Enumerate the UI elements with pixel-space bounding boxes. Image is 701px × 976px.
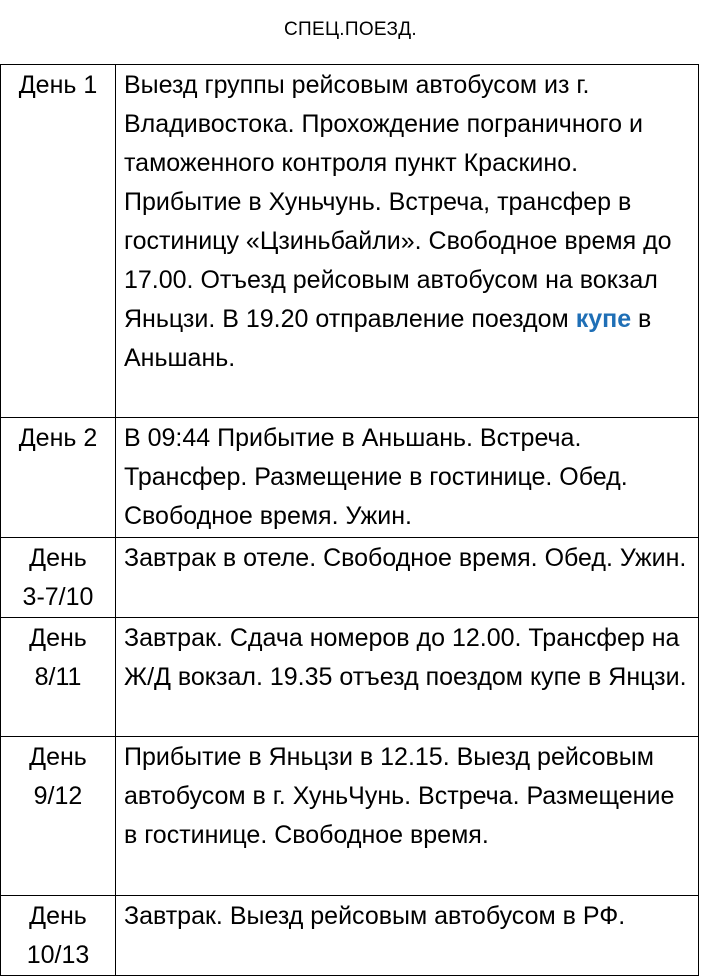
day-label-cell bbox=[1, 65, 116, 418]
document-title: СПЕЦ.ПОЕЗД. bbox=[284, 19, 417, 40]
schedule-row-day-10 bbox=[1, 896, 699, 976]
day-description-cell bbox=[116, 896, 699, 976]
highlight-kupe: купе bbox=[575, 305, 632, 333]
day-label-cell bbox=[1, 618, 116, 737]
day-description: В 09:44 Прибытие в Аньшань. Встреча. Трансфер. Размещение в гостинице. Обед. Свободное время. Ужин. bbox=[124, 424, 628, 530]
day-label: День 1 bbox=[18, 71, 98, 99]
day-label: День 2 bbox=[18, 424, 98, 452]
day-description-cell bbox=[116, 618, 699, 737]
day-label-range: 9/12 bbox=[33, 782, 83, 810]
day-description-end: в Аньшань. bbox=[124, 305, 652, 372]
day-description: Завтрак в отеле. Свободное время. Обед. Ужин. bbox=[124, 544, 687, 572]
schedule-row-day-3-7 bbox=[1, 538, 699, 618]
day-label-cell bbox=[1, 737, 116, 896]
day-description: Выезд группы рейсовым автобусом из г. Владивостока. Прохождение пограничного и таможенного контроля пункт Краскино. Прибытие в Хуньчунь. Встреча, трансфер в гостиницу «Цзиньбайли». Свободное время до 17.00. Отъезд рейсовым автобусом на вокзал Яньцзи. В 19.20 отправление поездом bbox=[124, 71, 672, 333]
day-description-cell bbox=[116, 737, 699, 896]
day-description: Завтрак. Выезд рейсовым автобусом в РФ. bbox=[124, 902, 626, 930]
day-label-range: 10/13 bbox=[26, 941, 90, 969]
day-label-range: 8/11 bbox=[34, 663, 82, 691]
day-description: Прибытие в Яньцзи в 12.15. Выезд рейсовым автобусом в г. ХуньЧунь. Встреча. Размещение в гостинице. Свободное время. bbox=[124, 743, 675, 849]
schedule-row-day-8 bbox=[1, 618, 699, 737]
schedule-row-day-1 bbox=[1, 65, 699, 418]
day-label-word: День bbox=[29, 902, 87, 930]
day-label-word: День bbox=[29, 624, 87, 652]
day-description: Завтрак. Сдача номеров до 12.00. Трансфер на Ж/Д вокзал. 19.35 отъезд поездом купе в Янцзи. bbox=[124, 624, 687, 691]
day-label-word: День bbox=[29, 743, 87, 771]
day-label-word: День bbox=[29, 544, 87, 572]
day-label-cell bbox=[1, 538, 116, 618]
day-description-cell bbox=[116, 418, 699, 538]
schedule-row-day-9 bbox=[1, 737, 699, 896]
day-description-cell bbox=[116, 65, 699, 418]
day-description-cell bbox=[116, 538, 699, 618]
day-label-cell bbox=[1, 896, 116, 976]
schedule-row-day-2 bbox=[1, 418, 699, 538]
day-label-cell bbox=[1, 418, 116, 538]
schedule-table bbox=[0, 64, 699, 976]
day-label-range: 3-7/10 bbox=[22, 583, 94, 611]
